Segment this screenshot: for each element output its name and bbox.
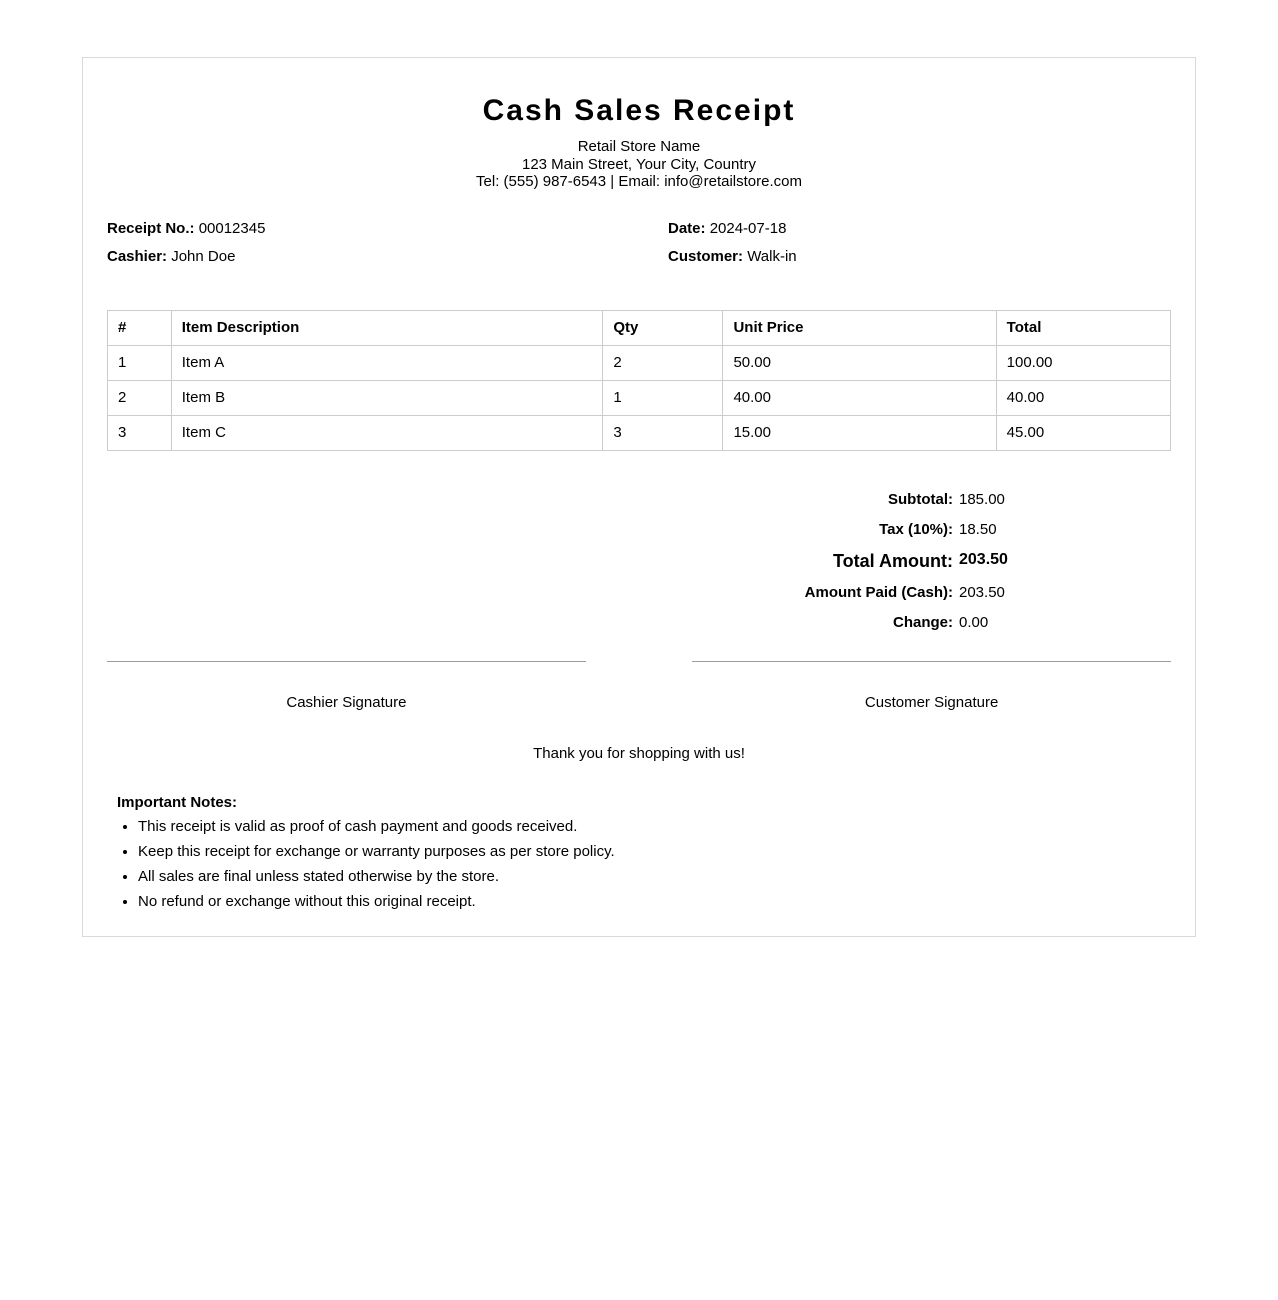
cashier-label: Cashier: xyxy=(107,247,168,265)
cell-qty: 1 xyxy=(603,380,723,415)
amount-paid-label: Amount Paid (Cash): xyxy=(804,583,953,601)
receipt-number-label: Receipt No.: xyxy=(107,219,195,237)
col-header-total: Total xyxy=(996,310,1170,345)
table-row xyxy=(108,415,1171,450)
meta-right xyxy=(610,221,1171,277)
col-header-description: Item Description xyxy=(171,310,603,345)
note-item: • Keep this receipt for exchange or warranty purposes as per store policy. xyxy=(138,843,1171,861)
tax-value: 18.50 xyxy=(959,520,997,538)
note-item: • No refund or exchange without this original receipt. xyxy=(138,893,1171,911)
notes-heading: Important Notes: xyxy=(117,793,237,811)
subtotal-row xyxy=(107,491,1171,508)
thank-you-message: Thank you for shopping with us! xyxy=(533,744,745,762)
cell-unit-price: 15.00 xyxy=(723,415,996,450)
total-amount-row xyxy=(107,551,1171,572)
store-info xyxy=(107,138,1171,191)
total-amount-value: 203.50 xyxy=(959,550,1008,568)
cell-qty: 3 xyxy=(603,415,723,450)
customer-signature-block xyxy=(692,661,1171,711)
totals-section xyxy=(107,491,1171,631)
subtotal-value: 185.00 xyxy=(959,490,1005,508)
receipt-number-value: 00012345 xyxy=(198,219,266,237)
signatures-section xyxy=(107,661,1171,711)
change-row xyxy=(107,614,1171,631)
col-header-index: # xyxy=(108,310,172,345)
cell-index: 2 xyxy=(108,380,172,415)
date-line xyxy=(668,221,1171,237)
customer-value: Walk-in xyxy=(747,247,797,265)
store-name: Retail Store Name xyxy=(577,138,701,155)
customer-signature-label: Customer Signature xyxy=(864,693,999,711)
cell-unit-price: 50.00 xyxy=(723,345,996,380)
amount-paid-value: 203.50 xyxy=(959,583,1005,601)
cell-total: 100.00 xyxy=(996,345,1170,380)
store-address: 123 Main Street, Your City, Country xyxy=(521,155,756,173)
col-header-unit-price: Unit Price xyxy=(723,310,996,345)
cell-description: Item A xyxy=(171,345,603,380)
cell-description: Item B xyxy=(171,380,603,415)
receipt-title: Cash Sales Receipt xyxy=(482,94,796,127)
table-row xyxy=(108,345,1171,380)
customer-label: Customer: xyxy=(668,247,744,265)
cashier-value: John Doe xyxy=(171,247,236,265)
note-item: • All sales are final unless stated otherwise by the store. xyxy=(138,868,1171,886)
cashier-signature-block xyxy=(107,661,586,711)
notes-section xyxy=(117,794,1171,911)
cashier-signature-label: Cashier Signature xyxy=(286,693,407,711)
table-header-row xyxy=(108,310,1171,345)
col-header-qty: Qty xyxy=(603,310,723,345)
receipt-number-line xyxy=(107,221,610,237)
change-label: Change: xyxy=(893,613,953,631)
change-value: 0.00 xyxy=(959,613,989,631)
receipt-meta xyxy=(107,221,1171,277)
cell-index: 3 xyxy=(108,415,172,450)
cell-total: 45.00 xyxy=(996,415,1170,450)
table-row xyxy=(108,380,1171,415)
customer-line xyxy=(668,249,1171,265)
tax-label: Tax (10%): xyxy=(879,520,953,538)
cell-unit-price: 40.00 xyxy=(723,380,996,415)
cell-description: Item C xyxy=(171,415,603,450)
receipt-card xyxy=(82,57,1196,937)
meta-left xyxy=(107,221,610,277)
cashier-line xyxy=(107,249,610,265)
note-item: • This receipt is valid as proof of cash payment and goods received. xyxy=(138,818,1171,836)
date-value: 2024-07-18 xyxy=(709,219,787,237)
cell-qty: 2 xyxy=(603,345,723,380)
items-table xyxy=(107,310,1171,451)
cell-total: 40.00 xyxy=(996,380,1170,415)
store-contact: Tel: (555) 987-6543 | Email: info@retailstore.com xyxy=(476,173,802,190)
tax-row xyxy=(107,521,1171,538)
notes-list xyxy=(117,818,1171,911)
cell-index: 1 xyxy=(108,345,172,380)
amount-paid-row xyxy=(107,584,1171,601)
total-amount-label: Total Amount: xyxy=(833,550,953,571)
date-label: Date: xyxy=(668,219,706,237)
subtotal-label: Subtotal: xyxy=(888,490,953,508)
